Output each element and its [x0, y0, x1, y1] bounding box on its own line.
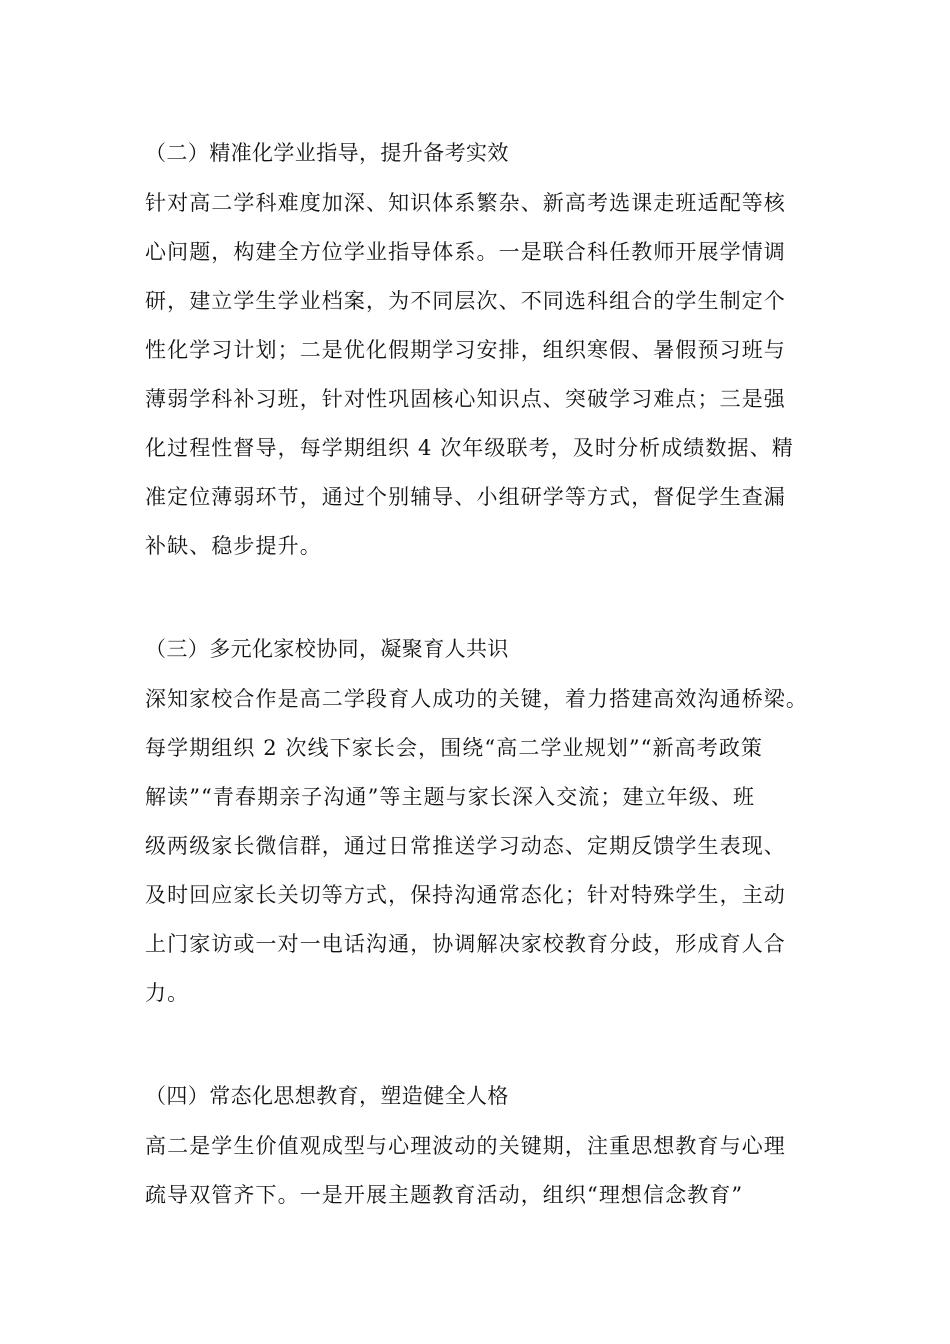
paragraph-line: 疏导双管齐下。一是开展主题教育活动，组织“理想信念教育”: [145, 1183, 744, 1207]
paragraph-line: 上门家访或一对一电话沟通，协调解决家校教育分歧，形成育人合: [145, 932, 786, 956]
paragraph-line: 研，建立学生学业档案，为不同层次、不同选科组合的学生制定个: [145, 289, 786, 313]
paragraph-line: 深知家校合作是高二学段育人成功的关键，着力搭建高效沟通桥梁。: [145, 687, 808, 711]
paragraph-line: 及时回应家长关切等方式，保持沟通常态化；针对特殊学生，主动: [145, 883, 786, 907]
section-three: [145, 633, 835, 1018]
paragraph-line: 每学期组织 2 次线下家长会，围绕“高二学业规划”“新高考政策: [145, 736, 764, 760]
paragraph-line: 薄弱学科补习班，针对性巩固核心知识点、突破学习难点；三是强: [145, 387, 786, 411]
paragraph-line: 性化学习计划；二是优化假期学习安排，组织寒假、暑假预习班与: [145, 338, 786, 362]
section-two: [145, 137, 835, 571]
section-body: [145, 179, 835, 571]
paragraph-line: 针对高二学科难度加深、知识体系繁杂、新高考选课走班适配等核: [145, 191, 786, 215]
section-four: [145, 1080, 835, 1220]
paragraph-line: 化过程性督导，每学期组织 4 次年级联考，及时分析成绩数据、精: [145, 436, 794, 460]
paragraph-line: 级两级家长微信群，通过日常推送学习动态、定期反馈学生表现、: [145, 834, 786, 858]
section-body: [145, 1122, 835, 1220]
section-body: [145, 675, 835, 1018]
paragraph-line: 补缺、稳步提升。: [145, 534, 322, 558]
section-heading: （三）多元化家校协同，凝聚育人共识: [145, 637, 509, 661]
section-heading: （四）常态化思想教育，塑造健全人格: [145, 1084, 509, 1108]
paragraph-line: 高二是学生价值观成型与心理波动的关键期，注重思想教育与心理: [145, 1134, 786, 1158]
paragraph-line: 解读”“青春期亲子沟通”等主题与家长深入交流；建立年级、班: [145, 785, 756, 809]
paragraph-line: 心问题，构建全方位学业指导体系。一是联合科任教师开展学情调: [145, 240, 786, 264]
paragraph-line: 准定位薄弱环节，通过个别辅导、小组研学等方式，督促学生查漏: [145, 485, 786, 509]
section-heading: （二）精准化学业指导，提升备考实效: [145, 141, 509, 165]
paragraph-line: 力。: [145, 981, 190, 1005]
